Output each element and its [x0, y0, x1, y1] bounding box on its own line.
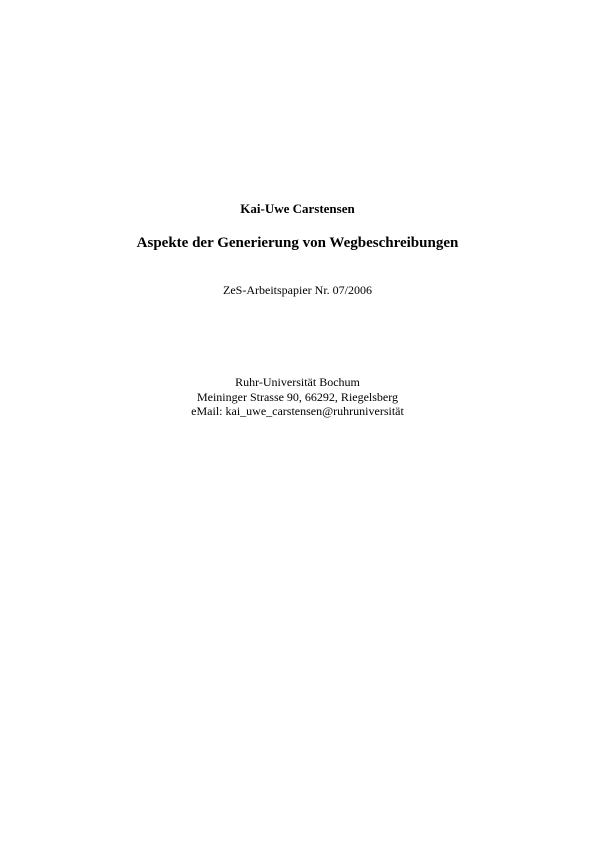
- email-address: eMail: kai_uwe_carstensen@ruhruniversität: [191, 404, 404, 418]
- postal-address: Meininger Strasse 90, 66292, Riegelsberg: [196, 389, 399, 404]
- institution-name: Ruhr-Universität Bochum: [235, 375, 360, 389]
- affiliation-block: [0, 375, 595, 419]
- paper-title: Aspekte der Generierung von Wegbeschreibungen: [136, 235, 459, 251]
- series-number: ZeS-Arbeitspapier Nr. 07/2006: [223, 283, 372, 297]
- author-name: Kai-Uwe Carstensen: [240, 201, 355, 216]
